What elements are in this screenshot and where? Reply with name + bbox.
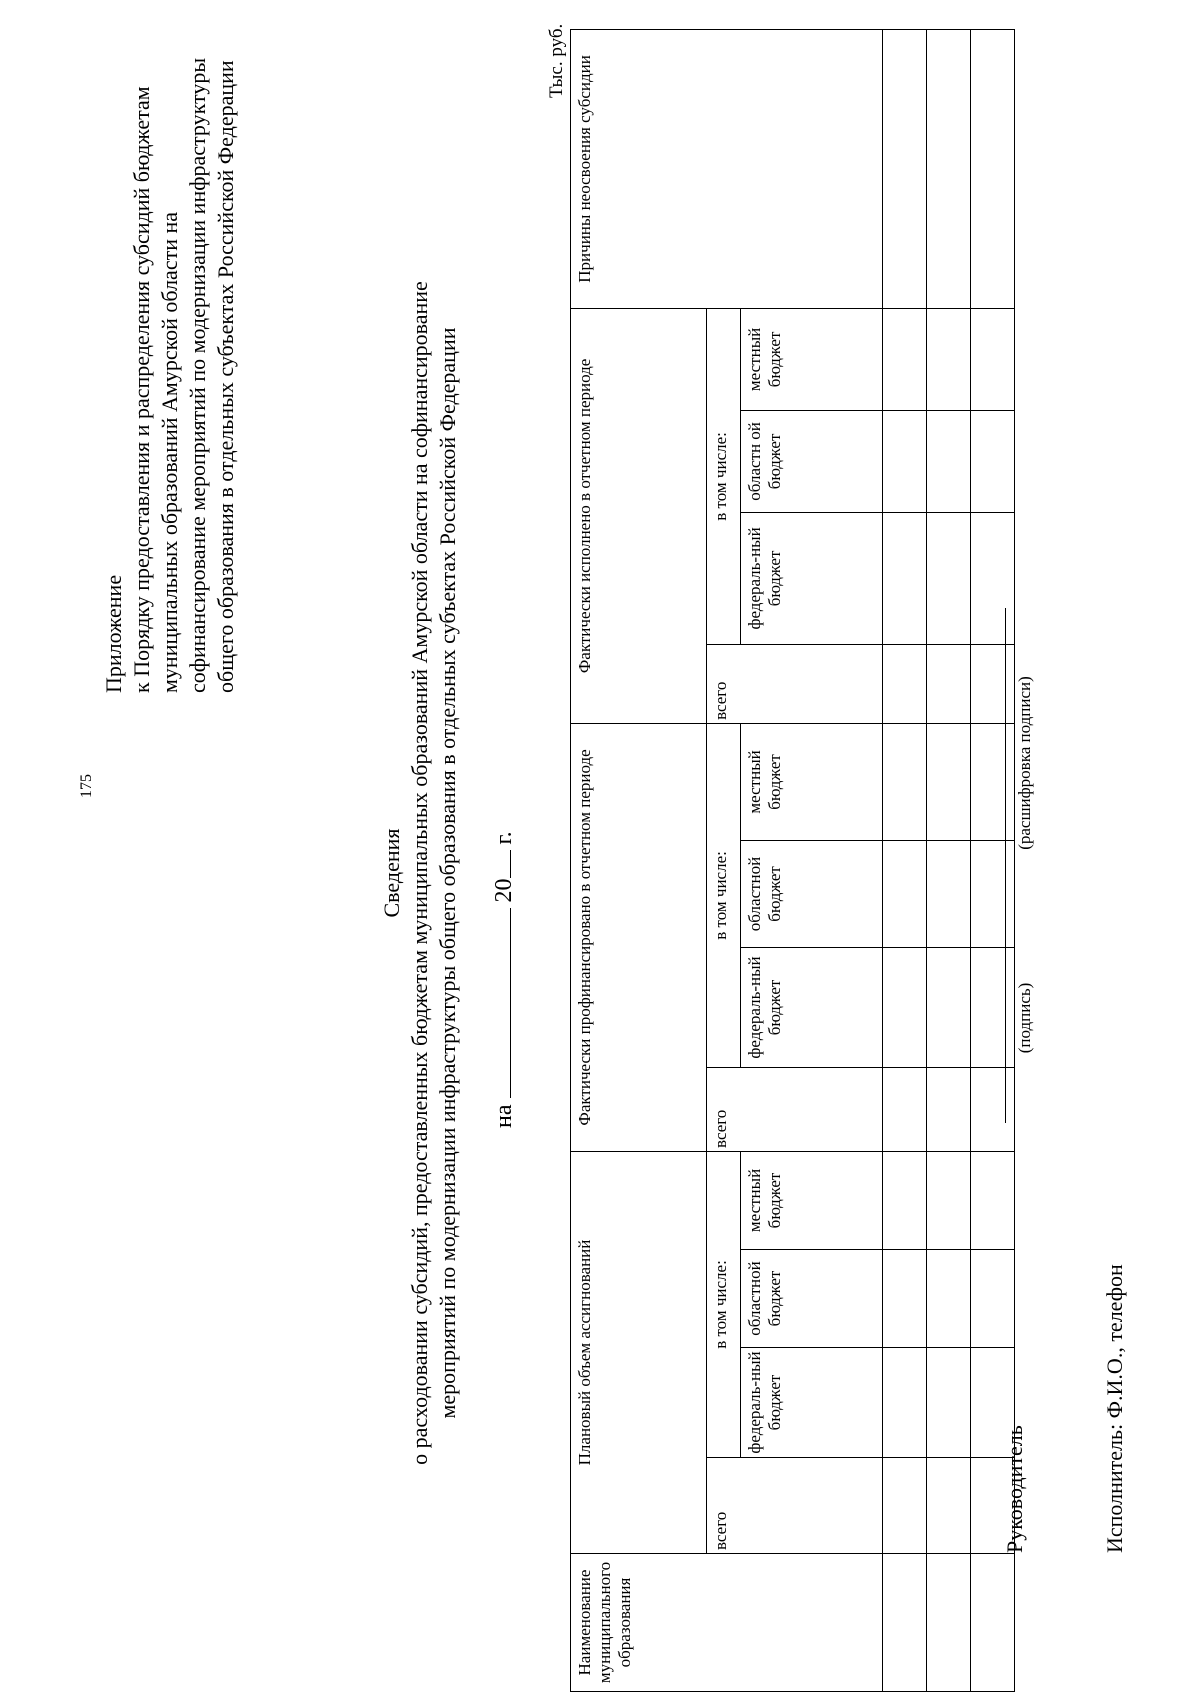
header-municipality-name: Наименование муниципального образования [571, 1554, 883, 1692]
plan-total-header: всего [707, 1458, 883, 1554]
signature-line [1005, 913, 1006, 1123]
signature-caption: (подпись) [1015, 982, 1034, 1054]
table-header-row [571, 29, 707, 1691]
table-cell[interactable] [971, 1554, 1015, 1692]
date-suffix: г. [491, 831, 517, 845]
table-cell[interactable] [883, 1151, 927, 1249]
table-cell[interactable] [971, 947, 1015, 1067]
table-cell[interactable] [971, 723, 1015, 840]
table-cell[interactable] [927, 1151, 971, 1249]
executed-total-header: всего [707, 644, 883, 723]
appendix-block [100, 33, 240, 693]
table-cell[interactable] [927, 1067, 971, 1151]
table-cell[interactable] [971, 410, 1015, 512]
table-cell[interactable] [883, 947, 927, 1067]
plan-federal-header: федераль-ный бюджет [741, 1348, 883, 1458]
executor-label: Исполнитель: Ф.И.О., телефон [1102, 1264, 1127, 1553]
table-cell[interactable] [883, 1348, 927, 1458]
signature-decode-line [1005, 608, 1006, 918]
table-cell[interactable] [927, 840, 971, 947]
table-cell[interactable] [927, 1250, 971, 1348]
table-cell[interactable] [971, 512, 1015, 644]
appendix-heading: Приложение [101, 574, 126, 693]
report-date-line [488, 831, 518, 1128]
subsidy-table [570, 29, 1015, 1692]
table-cell[interactable] [927, 512, 971, 644]
table-cell[interactable] [883, 308, 927, 410]
table-cell[interactable] [971, 1250, 1015, 1348]
report-title: Сведения [379, 828, 404, 918]
table-cell[interactable] [927, 410, 971, 512]
executed-including-header: в том числе: [707, 308, 741, 644]
plan-regional-header: областной бюджет [741, 1250, 883, 1348]
executed-local-header: местный бюджет [741, 308, 883, 410]
table-cell[interactable] [883, 840, 927, 947]
executed-regional-header: областн ой бюджет [741, 410, 883, 512]
financed-local-header: местный бюджет [741, 723, 883, 840]
table-cell[interactable] [883, 1250, 927, 1348]
table-cell[interactable] [971, 644, 1015, 723]
header-non-use-reasons: Причины неосвоения субсидии [571, 29, 883, 308]
table-cell[interactable] [883, 1458, 927, 1554]
table-cell[interactable] [971, 1067, 1015, 1151]
table-cell[interactable] [927, 1458, 971, 1554]
table-cell[interactable] [927, 1554, 971, 1692]
signature-decode-caption: (расшифровка подписи) [1015, 676, 1034, 850]
date-year-prefix: 20 [491, 878, 517, 903]
table-cell[interactable] [927, 1348, 971, 1458]
table-cell[interactable] [927, 29, 971, 308]
unit-label: Тыс. руб. [546, 23, 567, 98]
table-cell[interactable] [927, 644, 971, 723]
table-cell[interactable] [883, 644, 927, 723]
table-cell[interactable] [883, 410, 927, 512]
date-year-blank [488, 851, 511, 879]
header-actually-financed: Фактически профинансировано в отчетном периоде [571, 723, 707, 1151]
financed-including-header: в том числе: [707, 723, 741, 1067]
plan-including-header: в том числе: [707, 1151, 741, 1457]
date-prefix: на [491, 1104, 517, 1128]
table-cell[interactable] [883, 512, 927, 644]
table-cell[interactable] [971, 1151, 1015, 1249]
appendix-text: к Порядку предоставления и распределения субсидий бюджетам муниципальных образований Амурской области на софинансирование мероприятий по модернизации инфраструктуры общего образования в отдельных субъектах Российской Федерации [129, 57, 238, 693]
table-cell[interactable] [927, 308, 971, 410]
page-number: 175 [78, 774, 95, 798]
table-cell[interactable] [971, 29, 1015, 308]
report-title-block [378, 228, 462, 1518]
table-cell[interactable] [927, 723, 971, 840]
table-cell[interactable] [883, 1067, 927, 1151]
financed-total-header: всего [707, 1067, 883, 1151]
executed-federal-header: федераль-ный бюджет [741, 512, 883, 644]
table-cell[interactable] [883, 1554, 927, 1692]
table-row [927, 29, 971, 1691]
table-cell[interactable] [883, 723, 927, 840]
header-planned-allocations: Плановый объем ассигнований [571, 1151, 707, 1553]
table-cell[interactable] [927, 947, 971, 1067]
financed-regional-header: областной бюджет [741, 840, 883, 947]
table-cell[interactable] [971, 308, 1015, 410]
financed-federal-header: федераль-ный бюджет [741, 947, 883, 1067]
table-row [883, 29, 927, 1691]
table-cell[interactable] [883, 29, 927, 308]
date-day-month-blank [488, 909, 511, 1099]
table-cell[interactable] [971, 840, 1015, 947]
head-signature-label: Руководитель [1002, 1425, 1027, 1553]
report-subtitle: о расходовании субсидий, предоставленных бюджетам муниципальных образований Амурской области на софинансирование мероприятий по модернизации инфраструктуры общего образования в отдельных субъектах Российской Федерации [407, 281, 460, 1465]
plan-local-header: местный бюджет [741, 1151, 883, 1249]
header-actually-executed: Фактически исполнено в отчетном периоде [571, 308, 707, 723]
